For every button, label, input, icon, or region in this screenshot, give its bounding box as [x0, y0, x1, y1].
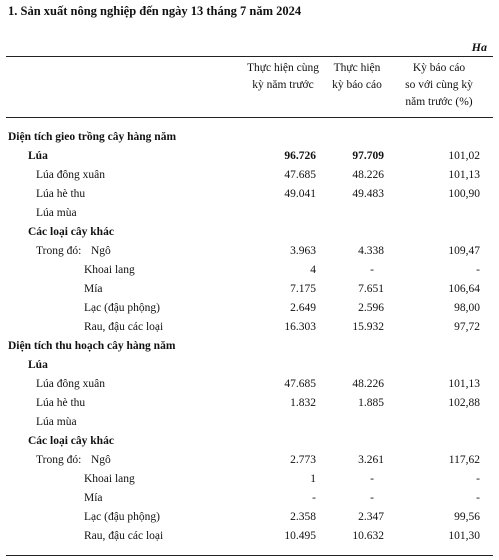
value-current-period: 10.632 [352, 530, 384, 542]
row-sublabel: Lạc (đậu phộng) [84, 302, 160, 314]
value-current-period: 97.709 [352, 150, 384, 162]
value-percent: 97,72 [454, 321, 480, 333]
row-label: Các loại cây khác [28, 226, 114, 238]
row-label: Các loại cây khác [28, 435, 114, 447]
row-label: Diện tích thu hoạch cây hàng năm [8, 340, 176, 352]
value-percent: - [476, 473, 480, 485]
value-previous-year: 3.963 [290, 245, 316, 257]
row-label: Lúa mùa [36, 207, 77, 219]
table-row [0, 223, 499, 241]
row-sublabel: Mía [84, 492, 103, 504]
row-sublabel: Khoai lang [84, 473, 135, 485]
value-percent: 117,62 [448, 454, 480, 466]
table-row [0, 147, 499, 165]
row-label: Lúa đông xuân [36, 378, 105, 390]
value-percent: 109,47 [448, 245, 480, 257]
value-previous-year: 4 [310, 264, 316, 276]
table-row [0, 489, 499, 507]
value-current-period: 2.347 [358, 511, 384, 523]
table-row [0, 470, 499, 488]
row-label: Diện tích gieo trồng cây hàng năm [8, 131, 177, 143]
value-current-period: 7.651 [358, 283, 384, 295]
value-current-period: 49.483 [352, 188, 384, 200]
column-header-line: so với cùng kỳ [405, 79, 473, 91]
row-label: Lúa [28, 359, 48, 371]
value-current-period: 2.596 [358, 302, 384, 314]
section-row-harvested-area [0, 337, 499, 355]
value-current-period: 3.261 [358, 454, 384, 466]
value-current-period: - [370, 264, 374, 276]
row-label: Lúa hè thu [36, 188, 86, 200]
value-percent: - [476, 264, 480, 276]
value-current-period: 4.338 [358, 245, 384, 257]
table-top-rule [6, 56, 493, 57]
column-header-current-period [327, 60, 387, 94]
column-header-line: Kỳ báo cáo [412, 62, 466, 74]
column-header-line: Thực hiện cùng [246, 62, 319, 74]
table-row [0, 242, 499, 260]
value-previous-year: 2.649 [290, 302, 316, 314]
value-previous-year: 2.773 [290, 454, 316, 466]
value-previous-year: 1 [310, 473, 316, 485]
column-header-line: kỳ báo cáo [332, 79, 382, 91]
table-row [0, 356, 499, 374]
value-previous-year: 47.685 [284, 169, 316, 181]
value-percent: 106,64 [448, 283, 480, 295]
table-row [0, 394, 499, 412]
value-current-period: - [370, 492, 374, 504]
column-header-previous-year [245, 60, 321, 94]
page-title: 1. Sản xuất nông nghiệp đến ngày 13 tháng 7 năm 2024 [8, 4, 302, 18]
column-header-percent-change [396, 60, 482, 111]
row-sublabel: Khoai lang [84, 264, 135, 276]
value-current-period: 15.932 [352, 321, 384, 333]
column-header-line: năm trước (%) [405, 96, 473, 108]
table-bottom-rule [6, 555, 493, 556]
table-row [0, 318, 499, 336]
row-sublabel: Rau, đậu các loại [84, 321, 164, 333]
value-percent: 99,56 [454, 511, 480, 523]
row-sublabel: Rau, đậu các loại [84, 530, 164, 542]
value-percent: 100,90 [448, 188, 480, 200]
row-sublabel: Ngô [91, 245, 111, 257]
row-label: Lúa hè thu [36, 397, 86, 409]
table-row [0, 185, 499, 203]
value-previous-year: - [312, 492, 316, 504]
table-row [0, 451, 499, 469]
value-previous-year: 49.041 [284, 188, 316, 200]
value-current-period: 1.885 [358, 397, 384, 409]
value-current-period: - [370, 473, 374, 485]
column-header-line: kỳ năm trước [252, 79, 314, 91]
row-sublabel: Lạc (đậu phộng) [84, 511, 160, 523]
value-percent: 98,00 [454, 302, 480, 314]
table-row [0, 508, 499, 526]
value-percent: 102,88 [448, 397, 480, 409]
table-row [0, 527, 499, 545]
row-sublabel: Ngô [91, 454, 111, 466]
table-row [0, 204, 499, 222]
header-bottom-rule [6, 117, 493, 118]
section-row-planted-area [0, 128, 499, 146]
table-row [0, 280, 499, 298]
row-label: Trong đó: [36, 245, 82, 257]
table-row [0, 299, 499, 317]
table-row [0, 166, 499, 184]
row-sublabel: Mía [84, 283, 103, 295]
row-label: Lúa [28, 150, 48, 162]
value-percent: 101,02 [448, 150, 480, 162]
row-label: Lúa đông xuân [36, 169, 105, 181]
value-previous-year: 2.358 [290, 511, 316, 523]
table-row [0, 261, 499, 279]
row-label: Lúa mùa [36, 416, 77, 428]
value-previous-year: 16.303 [284, 321, 316, 333]
column-header-line: Thực hiện [333, 62, 381, 74]
value-previous-year: 96.726 [284, 150, 316, 162]
unit-label: Ha [471, 40, 487, 54]
value-previous-year: 7.175 [290, 283, 316, 295]
row-label: Trong đó: [36, 454, 82, 466]
value-previous-year: 10.495 [284, 530, 316, 542]
table-row [0, 413, 499, 431]
table-row [0, 375, 499, 393]
value-previous-year: 47.685 [284, 378, 316, 390]
value-percent: - [476, 492, 480, 504]
value-current-period: 48.226 [352, 378, 384, 390]
value-percent: 101,13 [448, 378, 480, 390]
value-previous-year: 1.832 [290, 397, 316, 409]
value-percent: 101,30 [448, 530, 480, 542]
table-row [0, 432, 499, 450]
value-current-period: 48.226 [352, 169, 384, 181]
value-percent: 101,13 [448, 169, 480, 181]
